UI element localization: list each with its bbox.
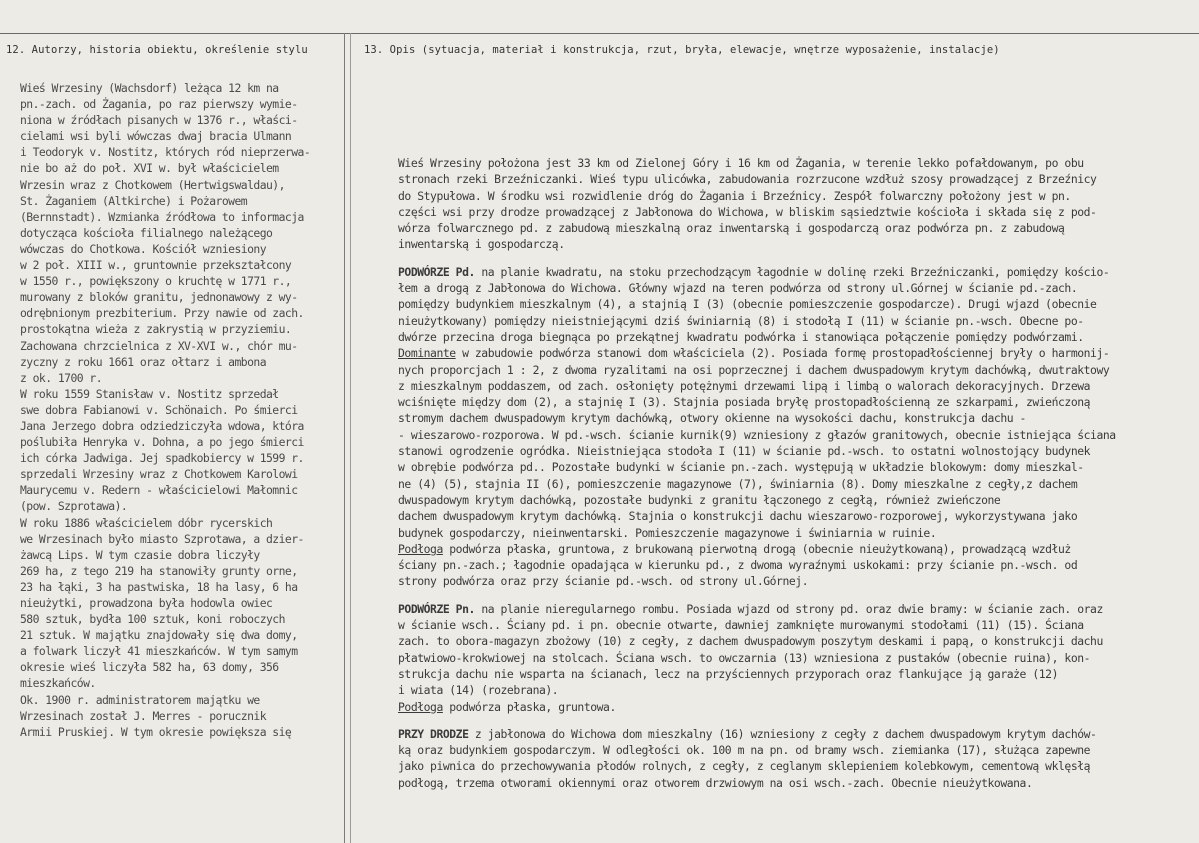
history-line: odrębnionym prezbiterium. Przy nawie od zach. — [20, 306, 304, 321]
description-line: do Stypułowa. W środku wsi rozwidlenie dróg do Żagania i Brzeźnicy. Zespół folwarczny położony jest w pn. — [398, 188, 1071, 203]
history-line: i Teodoryk v. Nostitz, których ród nieprzerwa- — [20, 145, 311, 160]
history-line: Ok. 1900 r. administratorem majątku we — [20, 692, 260, 707]
description-line: jako piwnica do przechowywania płodów rolnych, z cegły, z ceglanym sklepieniem kolebkowym, cementową wklęsłą — [398, 759, 1091, 774]
history-line: prostokątna wieża z zakrystią w przyziemiu. — [20, 322, 292, 337]
history-line: W roku 1559 Stanisław v. Nostitz sprzedał — [20, 386, 279, 401]
description-line: wórza folwarcznego pd. z zabudową mieszkalną oraz inwentarską i gospodarczą oraz podwórza pn. z zabudową — [398, 221, 1065, 236]
description-paragraph — [398, 155, 1188, 253]
description-line: w obrębie podwórza pd.. Pozostałe budynki w ścianie pn.-zach. występują w układzie blokowym: domy mieszkal- — [398, 460, 1084, 475]
description-text — [398, 155, 1188, 802]
history-line: wówczas do Chotkowa. Kościół wzniesiony — [20, 241, 267, 256]
history-line: nie bo aż do poł. XVI w. był właścicielem — [20, 161, 279, 176]
description-line: pomiędzy budynkiem mieszkalnym (4), a stajnią I (3) (obecnie pomieszczenie gospodarcze). Drugi wjazd (obecnie — [398, 297, 1097, 312]
description-line: nieużytkowany) pomiędzy nieistniejącymi dziś świniarnią (8) i stodołą I (11) w ścianie pn.-wsch. Obecne po- — [398, 313, 1084, 328]
history-line: Wieś Wrzesiny (Wachsdorf) leżąca 12 km na — [20, 81, 279, 95]
description-line: i wiata (14) (rozebrana). — [398, 683, 559, 698]
history-line: we Wrzesinach było miasto Szprotawa, a dzier- — [20, 531, 304, 546]
history-line: 580 sztuk, bydła 100 sztuk, koni roboczych — [20, 612, 285, 627]
description-line: Dominante w zabudowie podwórza stanowi dom właściciela (2). Posiada formę prostopadłościennej bryły o harmonij- — [398, 346, 1110, 361]
description-line: zach. to obora-magazyn zbożowy (10) z cegły, z dachem dwuspadowym poszytym deskami i papą, o konstrukcji dachu — [398, 634, 1103, 649]
top-rule — [0, 33, 1199, 34]
history-line: Wrzesin wraz z Chotkowem (Hertwigswaldau), — [20, 177, 285, 192]
history-line: Maurycemu v. Redern - właścicielowi Małomnic — [20, 483, 298, 498]
description-line: ne (4) (5), stajnia II (6), pomieszczenie magazynowe (7), świniarnia (8). Domy mieszkalne z cegły,z dachem — [398, 476, 1078, 491]
history-line: a folwark liczył 41 mieszkańców. W tym samym — [20, 644, 298, 659]
history-line: pn.-zach. od Żagania, po raz pierwszy wymie- — [20, 97, 298, 112]
description-line: - wieszarowo-rozporowa. W pd.-wsch. ścianie kurnik(9) wzniesiony z głazów granitowych, obecnie istniejąca ściana — [398, 427, 1116, 442]
description-line: Podłoga podwórza płaska, gruntowa, z brukowaną pierwotną drogą (obecnie nieużytkowaną), prowadzącą wzdłuż — [398, 541, 1071, 556]
history-line: (Bernnstadt). Wzmianka źródłowa to informacja — [20, 209, 304, 224]
description-line: nych proporcjach 1 : 2, z dwoma ryzalitami na osi poprzecznej i dachem dwuspadowym krytym dachówką, dwutraktowy — [398, 362, 1110, 377]
history-line: St. Żaganiem (Altkirche) i Pożarowem — [20, 193, 248, 208]
description-line: stromym dachem dwuspadowym krytym dachówką, otwory okienne na wysokości dachu, konstrukcja dachu - — [398, 411, 1026, 426]
history-line: w 1550 r., powiększony o kruchtę w 1771 r., — [20, 274, 292, 289]
history-line: 269 ha, z tego 219 ha stanowiły grunty orne, — [20, 563, 298, 578]
description-paragraph — [398, 264, 1188, 590]
history-line: cielami wsi byli wówczas dwaj bracia Ulmann — [20, 129, 292, 144]
history-line: okresie wieś liczyła 582 ha, 63 domy, 356 — [20, 660, 279, 675]
description-line: ściany pn.-zach.; łagodnie opadająca w kierunku pd., z dwoma wyraźnymi uskokami: przy ścianie pn.-wsch. od — [398, 558, 1078, 573]
history-line: sprzedali Wrzesiny wraz z Chotkowem Karolowi — [20, 467, 298, 482]
description-line: płatwiowo-krokwiowej na stolcach. Ściana wsch. to owczarnia (13) wzniesiona z pustaków (obecnie ruina), kon- — [398, 650, 1091, 665]
description-line: budynek gospodarczy, nieinwentarski. Pomieszczenie magazynowe i świniarnia w ruinie. — [398, 525, 937, 540]
description-line: strukcja dachu nie wsparta na ścianach, lecz na przyściennych przyporach oraz flankujące ją garaże (12) — [398, 666, 1058, 681]
description-paragraph — [398, 726, 1188, 791]
description-line: dwórze przecina droga biegnąca po przekątnej kwadratu podwórka i stanowiąca połączenie pomiędzy podwórzami. — [398, 329, 1084, 344]
history-line: w 2 poł. XIII w., gruntownie przekształcony — [20, 258, 292, 273]
description-line: PODWÓRZE Pn. na planie nieregularnego rombu. Posiada wjazd od strony pd. oraz dwie bramy: w ścianie zach. oraz — [398, 601, 1103, 616]
history-line: zyczny z roku 1661 oraz ołtarz i ambona — [20, 354, 267, 369]
history-text — [20, 80, 342, 740]
history-line: niona w źródłach pisanych w 1376 r., właści- — [20, 113, 298, 128]
history-line: ich córka Jadwiga. Jej spadkobiercy w 1599 r. — [20, 451, 304, 466]
history-line: swe dobra Fabianowi v. Schönaich. Po śmierci — [20, 402, 298, 417]
description-line: podłogą, trzema otworami okiennymi oraz otworem drzwiowym na osi wsch.-zach. Obecnie nieużytkowana. — [398, 775, 1033, 790]
history-line: (pow. Szprotawa). — [20, 499, 128, 514]
description-paragraph — [398, 601, 1188, 715]
column-divider — [344, 33, 345, 843]
section-12-header: 12. Autorzy, historia obiektu, określenie stylu — [6, 44, 308, 56]
description-line: stanowi ogrodzenie ogródka. Nieistniejąca stodoła I (11) w ścianie pd.-wsch. to ostatni wolnostojący budynek — [398, 444, 1091, 459]
description-line: Podłoga podwórza płaska, gruntowa. — [398, 699, 616, 714]
description-line: wciśnięte między dom (2), a stajnię I (3). Stajnia posiada bryłę prostopadłościenną ze szkarpami, zwieńczoną — [398, 395, 1091, 410]
description-line: PRZY DRODZE z jabłonowa do Wichowa dom mieszkalny (16) wzniesiony z cegły z dachem dwuspadowym krytym dachów- — [398, 726, 1097, 741]
description-line: strony podwórza oraz przy ścianie pd.-wsch. od strony ul.Górnej. — [398, 574, 809, 589]
history-line: z ok. 1700 r. — [20, 370, 103, 385]
description-line: w ścianie wsch.. Ściany pd. i pn. obecnie otwarte, dawniej zamknięte murowanymi stodołami (11) (15). Ściana — [398, 618, 1084, 633]
history-line: Wrzesinach został J. Merres - porucznik — [20, 708, 267, 723]
description-line: stronach rzeki Brzeźniczanki. Wieś typu ulicówka, zabudowania rozrzucone wzdłuż szosy prowadzącej z Brzeźnicy — [398, 172, 1097, 187]
description-line: PODWÓRZE Pd. na planie kwadratu, na stoku przechodzącym łagodnie w dolinę rzeki Brzeźniczanki, pomiędzy kościo- — [398, 264, 1110, 279]
history-line: mieszkańców. — [20, 676, 96, 691]
description-line: dachem dwuspadowym krytym dachówką. Stajnia o konstrukcji dachu wieszarowo-rozporowej, wykorzystywana jako — [398, 509, 1078, 524]
section-13-header: 13. Opis (sytuacja, materiał i konstrukcja, rzut, bryła, elewacje, wnętrze wyposażenie, instalacje) — [364, 44, 1000, 56]
description-line: łem a drogą z Jabłonowa do Wichowa. Główny wjazd na teren podwórza od strony ul.Górnej w ścianie pd.-zach. — [398, 281, 1078, 296]
history-line: nieużytki, prowadzona była hodowla owiec — [20, 596, 273, 610]
history-line: poślubiła Henryka v. Dohna, a po jego śmierci — [20, 435, 304, 450]
description-line: Wieś Wrzesiny położona jest 33 km od Zielonej Góry i 16 km od Żagania, w terenie lekko pofałdowanym, po obu — [398, 156, 1084, 170]
history-line: Zachowana chrzcielnica z XV-XVI w., chór mu- — [20, 338, 298, 353]
description-line: ką oraz budynkiem gospodarczym. W odległości ok. 100 m na pn. od bramy wsch. ziemianka (17), służąca zapewne — [398, 743, 1091, 758]
column-divider-inner — [350, 33, 351, 843]
description-line: dwuspadowym krytym dachówką, pozostałe budynki z granitu łączonego z cegłą, również zwieńczone — [398, 492, 1001, 507]
description-line: części wsi przy drodze prowadzącej z Jabłonowa do Wichowa, w bliskim sąsiedztwie kościoła i składa się z pod- — [398, 204, 1097, 219]
history-line: W roku 1886 właścicielem dóbr rycerskich — [20, 515, 273, 530]
description-line: inwentarską i gospodarczą. — [398, 237, 565, 252]
history-line: 21 sztuk. W majątku znajdowały się dwa domy, — [20, 628, 298, 643]
history-line: 23 ha łąki, 3 ha pastwiska, 18 ha lasy, 6 ha — [20, 579, 298, 594]
history-line: Armii Pruskiej. W tym okresie powiększa się — [20, 724, 292, 739]
history-line: murowany z bloków granitu, jednonawowy z wy- — [20, 290, 298, 305]
history-line: Jana Jerzego dobra odziedziczyła wdowa, która — [20, 418, 304, 433]
history-line: dotycząca kościoła filialnego należącego — [20, 225, 273, 240]
history-line: żawcą Lips. W tym czasie dobra liczyły — [20, 547, 260, 562]
description-line: z mieszkalnym poddaszem, od zach. osłonięty potężnymi drzewami lipą i limbą o walorach dekoracyjnych. Drzewa — [398, 378, 1091, 393]
